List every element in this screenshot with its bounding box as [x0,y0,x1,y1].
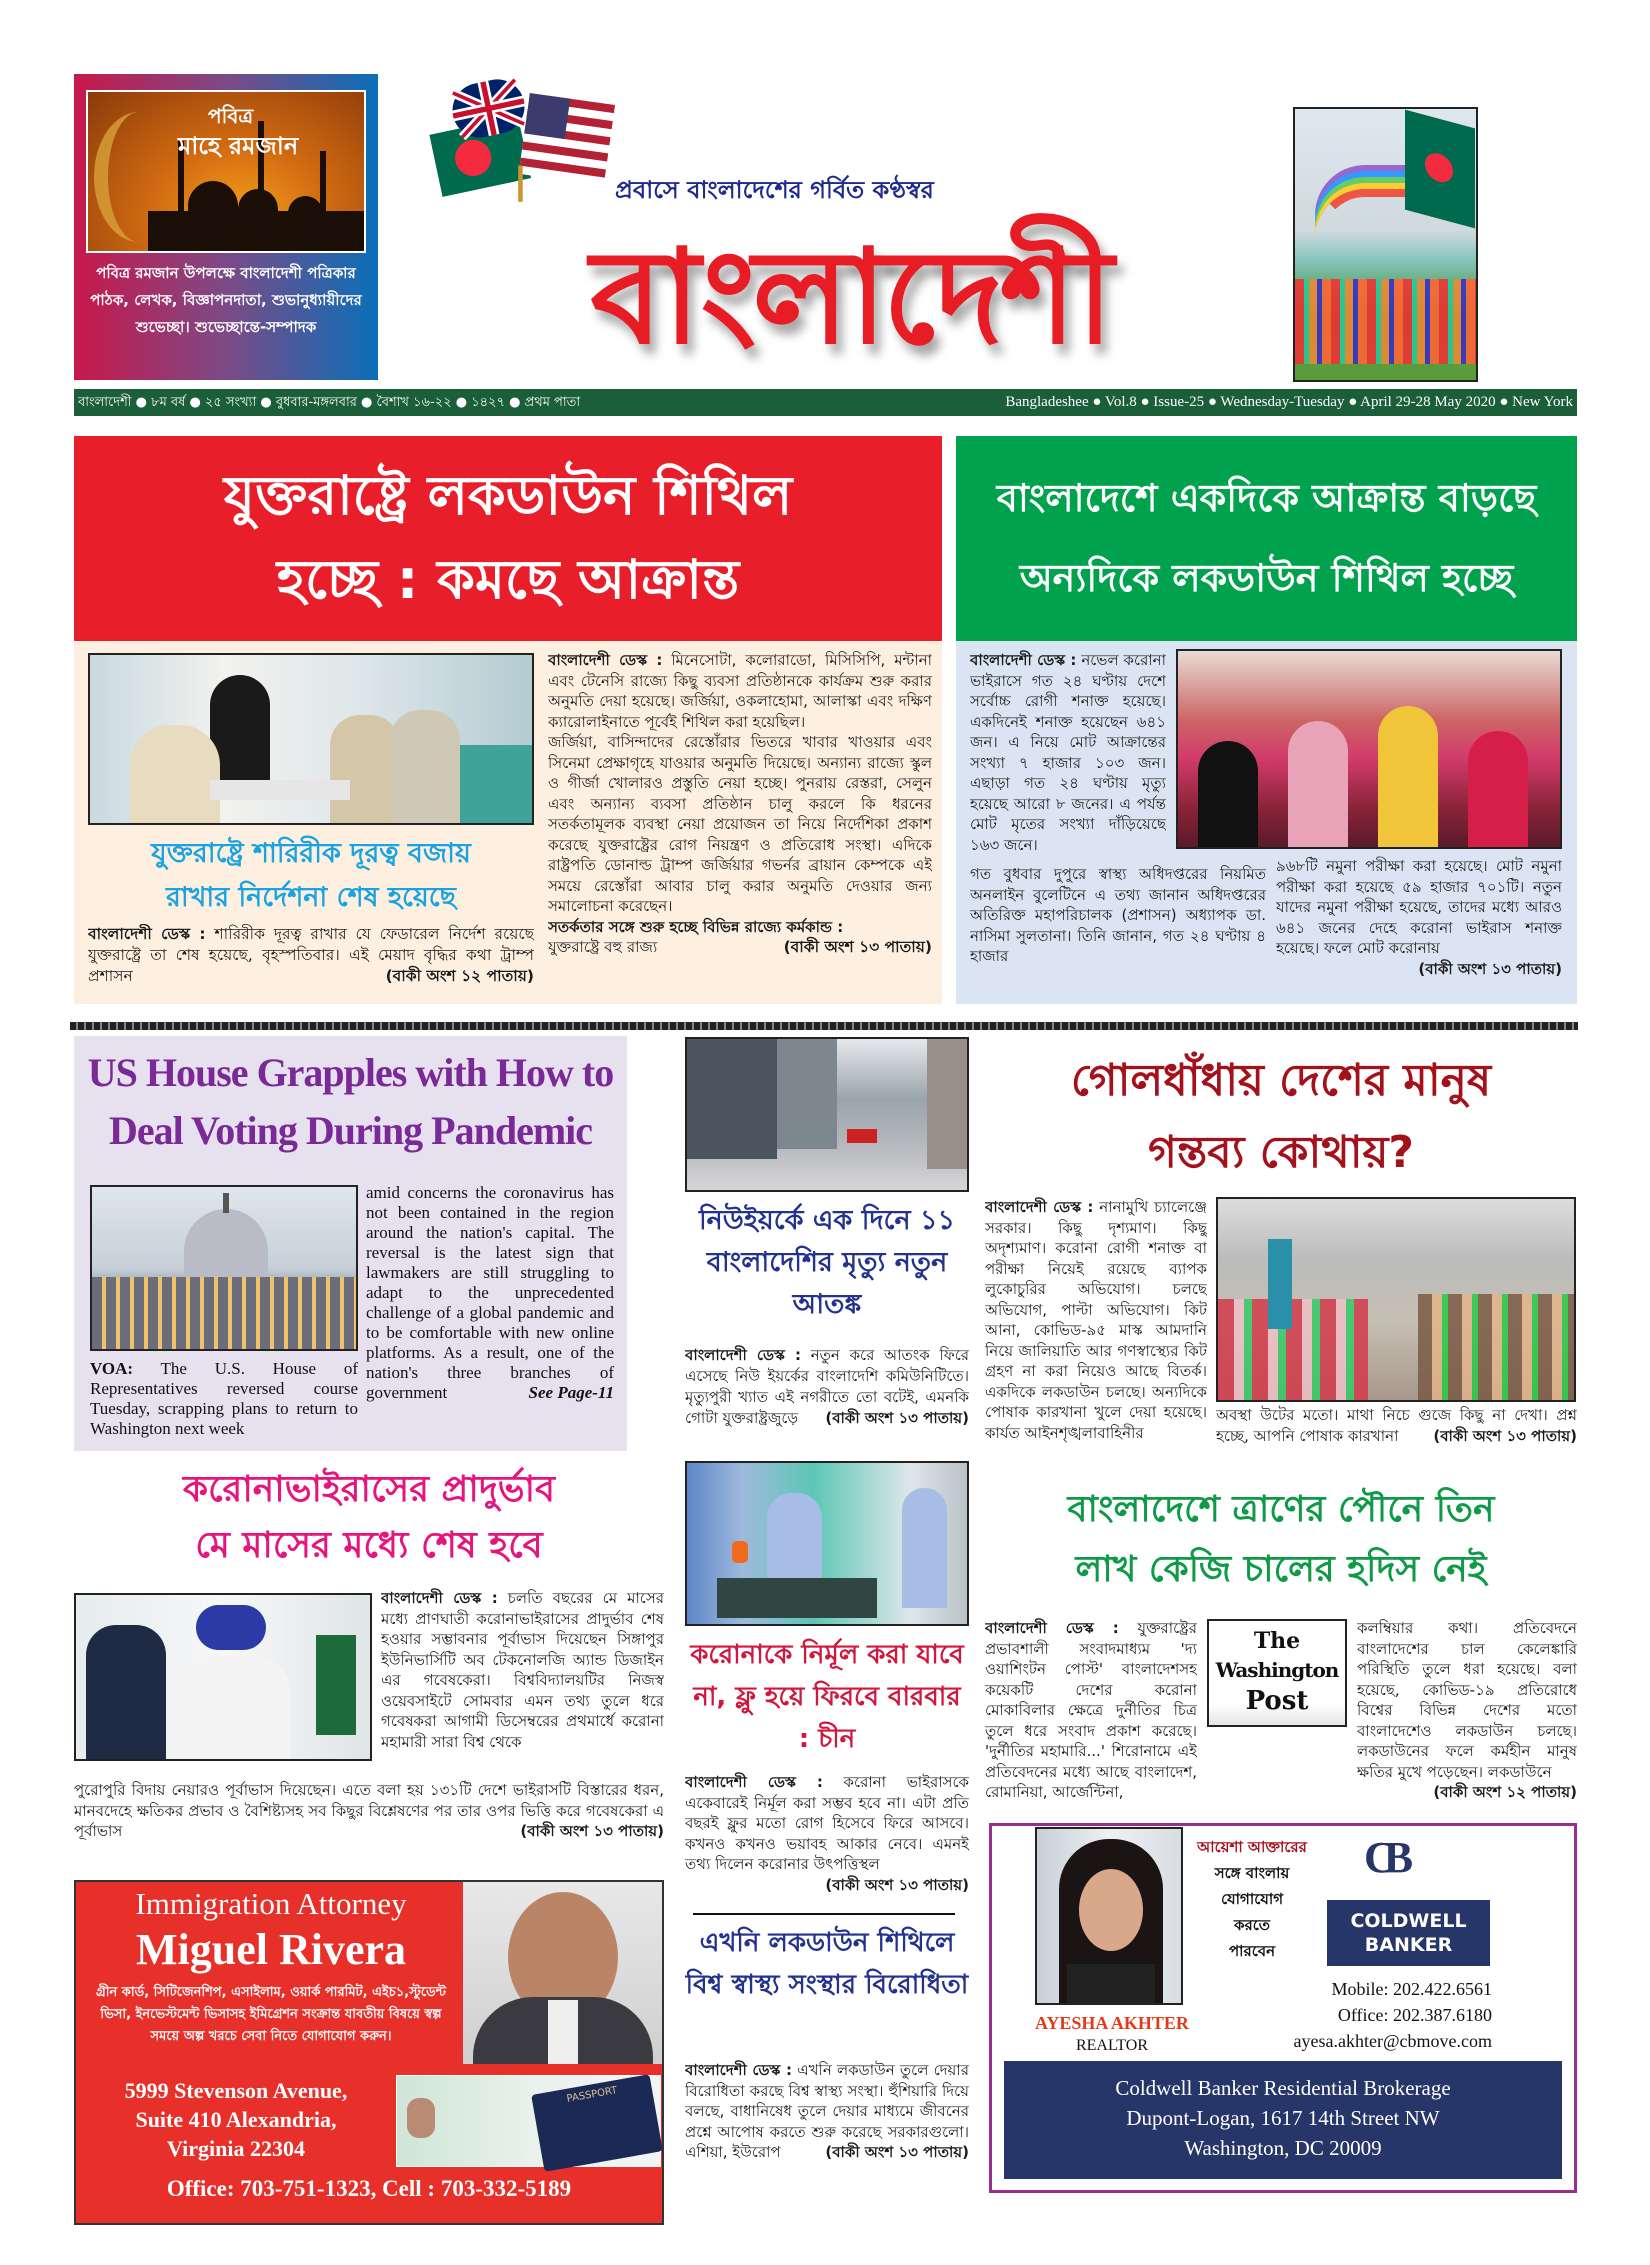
bd-lockdown-body-col2 [970,864,1266,1000]
article-text: মিনেসোটা, কলোরাডো, মিসিসিপি, মন্টানা এবং টেনেসি রাজ্যে কিছু ব্যবসা প্রতিষ্ঠানকে কার্যক্রম শুরু করার অনুমতি দেয়া হয়েছে। জর্জিয়া, ওকলাহোমা, আলাস্কা এবং দক্ষিণ ক্যারোলাইনাতে পূর্বেই শিথিল করা হয়েছিল। [548,651,932,731]
headline-line2: অন্যদিকে লকডাউন শিথিল হচ্ছে [1019,556,1514,600]
passport-label: PASSPORT [531,2074,663,2172]
headline-line2: মে মাসের মধ্যে শেষ হবে [195,1525,543,1566]
continued-link[interactable]: (বাকী অংশ ১৩ পাতায়) [825,2143,969,2161]
column-rule [693,1913,955,1915]
cb-monogram-icon: CB [1364,1833,1402,1882]
attorney-address [80,2076,392,2163]
address-line1: 5999 Stevenson Avenue, [124,2078,348,2103]
headline-line2: গন্তব্য কোথায়? [1148,1127,1414,1178]
article-text: করোনা ভাইরাসকে একেবারেই নির্মূল করা সম্ভব হবে না। এটা প্রতি বছরই ফ্লুর মতো রোগ হিসেবে ফিরে আসবে। কখনও কখনও ভয়াবহ আকার নেবে। এমনই তথ্য দিলেন করোনার উৎপত্তিস্থল [685,1773,969,1873]
capitol-photo [90,1185,358,1351]
nyc-body [685,1345,969,1451]
crossed-flags-icon [425,78,615,208]
ramadan-greeting-ad [74,74,378,380]
crowd-photo [1176,649,1562,849]
continued-link[interactable]: See Page-11 [528,1383,614,1402]
message-line2: সঙ্গে বাংলায় [1214,1864,1290,1882]
article-text: The U.S. House of Representatives reversed course Tuesday, scrapping plans to return to Washington next week [90,1359,358,1438]
headline-line2: হচ্ছে : কমছে আক্রান্ত [276,548,740,611]
continued-link[interactable]: (বাকী অংশ ১২ পাতায়) [1433,1783,1577,1801]
us-distancing-body [88,924,534,1000]
headline-line1: করোনাভাইরাসের প্রাদুর্ভাব [182,1469,556,1510]
article-text: ৯৬৮টি নমুনা পরীক্ষা করা হয়েছে। মোট নমুনা পরীক্ষা করা হয়েছে ৫৯ হাজার ৭০১টি। নতুন যাদের নমুনা পরীক্ষা হয়েছে, তাদের মধ্যে আরও ৬৪১ জনের দেহে করোনা ভাইরাস শনাক্ত হয়েছে। ফলে মোট করোনায় [1276,857,1562,957]
attorney-phones[interactable]: Office: 703-751-1323, Cell : 703-332-5189 [166,2176,572,2201]
confusion-headline[interactable] [985,1045,1577,1189]
continued-link[interactable]: (বাকী অংশ ১৩ পাতায়) [825,1875,969,1894]
who-headline[interactable]: এখনি লকডাউন শিথিলে বিশ্ব স্বাস্থ্য সংস্থার বিরোধিতা [685,1928,969,2000]
brand-line1: COLDWELL [1350,1910,1467,1932]
flag-parade-photo [1293,107,1478,382]
continued-link[interactable]: (বাকী অংশ ১৩ পাতায়) [1418,959,1562,978]
attorney-services: গ্রীন কার্ড, সিটিজেনশিপ, এসাইলাম, ওয়ার্ক পারমিট, এইচ১,স্টুডেন্ট ভিসা, ইনভেস্টমেন্ট ভিসাসহ ইমিগ্রেশন সংক্রান্ত যাবতীয় বিষয়ে স্বল্প সময়ে অল্প খরচে সেবা নিতে যোগাযোগ করুন। [96,1985,446,2044]
bd-lockdown-body-col3 [1276,856,1562,1000]
article-text: যুক্তরাষ্ট্রের প্রভাবশালী সংবাদমাধ্যম 'দ্য ওয়াশিংটন পোস্ট' বাংলাদেশসহ কয়েকটি দেশের করোনা মোকাবিলার ক্ষেত্রে দুর্নীতির চিত্র তুলে ধরে সংবাদ প্রকাশ করেছে। 'দুর্নীতির মহামারি...' শিরোনামে এই প্রতিবেদনের মধ্যে আছে বাংলাদেশ, রোমানিয়া, আর্জেন্টিনা, [985,1619,1197,1801]
date-strip-bengali: বাংলাদেশী ● ৮ম বর্ষ ● ২৫ সংখ্যা ● বুধবার-মঙ্গলবার ● বৈশাখ ১৬-২২ ● ১৪২৭ ● প্রথম পাতা [78,395,581,410]
byline: বাংলাদেশী ডেস্ক : [88,925,206,943]
realtor-name: AYESHA AKHTER [1035,2013,1189,2033]
byline: বাংলাদেশী ডেস্ক : [548,651,663,669]
realtor-contact [1222,1976,1492,2054]
continued-link[interactable]: (বাকী অংশ ১৩ পাতায়) [520,1822,664,1840]
ramadan-title-line2: মাহে রমজান [178,132,299,160]
realtor-ad[interactable] [989,1823,1577,2193]
us-lockdown-body [548,650,932,1000]
hospital-ward-photo [685,1461,969,1626]
byline: বাংলাদেশী ডেস্ক : [970,651,1077,669]
who-body [685,2060,969,2210]
relief-rice-headline[interactable] [985,1480,1577,1600]
article-text: এখনি লকডাউন তুলে দেয়ার বিরোধিতা করছে বিশ্ব স্বাস্থ্য সংস্থা। হুঁশিয়ারি দিয়ে বলছে, বাধানিষেধ তুলে দেয়ার মাধ্যমে জীবনের প্রশ্নে আপোষ করতে শুরু করেছে সরকারগুলো। এশিয়া, ইউরোপ [685,2061,969,2161]
article-text: কলম্বিয়ার কথা। প্রতিবেদনে বাংলাদেশের চাল কেলেঙ্কারি পরিস্থিতি তুলে ধরা হয়েছে। বলা হয়েছে, কোভিড-১৯ প্রতিরোধে বিশ্বের বিভিন্ন দেশের মতো বাংলাদেশেও লকডাউন চলছে। লকডাউনের ফলে কর্মহীন মানুষ ক্ষতির মুখে পড়েছেন। লকডাউনে [1357,1619,1577,1781]
article-text: যুক্তরাষ্ট্রে বহু রাজ্য [548,938,658,956]
bd-lockdown-body-col1 [970,650,1166,862]
headline-line2: রাখার নির্দেশনা শেষ হয়েছে [165,882,457,913]
story-us-lockdown [74,436,942,1004]
headline-line1: বাংলাদেশে ত্রাণের পৌনে তিন [1067,1489,1495,1530]
realtor-photo [1035,1827,1183,2005]
article-text: নানামুখি চ্যালেঞ্জে সরকার। কিছু দৃশ্যমাণ। কিছু অদৃশ্যমাণ। করোনা রোগী শনাক্ত বা পরীক্ষা নিয়েই রয়েছে ব্যাপক লুকোচুরির অভিযোগ। চলছে অভিযোগ, পাল্টা অভিযোগ। কিট আনা, কোভিড-৯৫ মাস্ক আমদানি নিয়ে জালিয়াতি আর গণস্বাস্থ্যের কিট গ্রহণ না করা নিয়েও আছে বিতর্ক। একদিকে লকডাউন চলছে। অন্যদিকে পোষাক কারখানা খুলে দেয়া হয়েছে। কার্যত আইনশৃঙ্খলাবাহিনীর [985,1198,1207,1442]
article-text: নভেল করোনা ভাইরাসে গত ২৪ ঘণ্টায় দেশে সর্বোচ্চ রোগী শনাক্ত হয়েছে। একদিনেই শনাক্ত হয়েছেন ৬৪১ জন। এ নিয়ে মোট আক্রান্তের সংখ্যা ৭ হাজার ১০৩ জন। এছাড়া গত ২৪ ঘণ্টায় মৃত্যু হয়েছে আরো ৮ জনের। এ পর্যন্ত মোট মৃতের সংখ্যা দাঁড়িয়েছে ১৬৩ জনে। [970,651,1166,854]
address-line3: Virginia 22304 [167,2136,305,2161]
ramadan-mosque-image [86,90,366,253]
lab-photo [74,1593,372,1761]
article-text: জর্জিয়া, বাসিন্দাদের রেস্তোঁরার ভিতরে খাবার খাওয়ার এবং সিনেমা প্রেক্ষাগৃহে যাওয়ার অনুমতি দিয়েছে। অন্যান্য রাজ্যে স্কুল ও গীর্জা খোলারও প্রস্তুতি নেয়া হচ্ছে। পুনরায় রেস্তরা, সেলুন এবং অন্যান্য ব্যবসা প্রতিষ্ঠান চালু করলে কি ধরনের সতর্কতামূলক ব্যবস্থা নেয়া প্রয়োজন তা নিয়ে নির্দেশিকা প্রকাশ করেছে যুক্তরাষ্ট্রের রোগ নিয়ন্ত্রণ ও প্রতিরোধ সংস্থা। এদিকে রাষ্ট্রপতি ডোনাল্ড ট্রাম্প জর্জিয়ার গভর্নর ব্রায়ান কেম্পকে এই সময়ে রেস্তোঁরা আবার চালু করার অনুমতি দেওয়ার জন্য সমালোচনা করেছেন। [548,733,932,915]
byline: বাংলাদেশী ডেস্ক : [985,1198,1094,1216]
bd-lockdown-headline[interactable] [956,436,1577,641]
headline-line1: যুক্তরাষ্ট্রে শারিরীক দূরত্ব বজায় [151,838,471,869]
address-line2: Suite 410 Alexandria, [135,2107,337,2132]
article-text: নতুন করে আতংক ফিরে এসেছে নিউ ইয়র্কের বাংলাদেশি কমিউনিটিতে। মৃত্যুপুরী খ্যাত এই নগরীতে তো বটেই, এমনকি গোটা যুক্তরাষ্ট্রজুড়ে [685,1346,969,1427]
address-line2: Dupont-Logan, 1617 14th Street NW [1126,2106,1440,2130]
outbreak-end-body-col2 [74,1780,664,1870]
story-bd-lockdown [956,436,1577,1004]
address-line1: Coldwell Banker Residential Brokerage [1115,2076,1451,2100]
story-voa [74,1036,627,1451]
passport-photo [396,2075,661,2167]
continued-link[interactable]: (বাকী অংশ ১৩ পাতায়) [783,938,932,956]
realtor-title: REALTOR [1075,2037,1148,2054]
message-line3: যোগাযোগ [1220,1890,1284,1908]
us-lockdown-headline[interactable] [74,436,942,641]
outbreak-end-headline[interactable] [74,1462,664,1574]
article-text: শারিরীক দূরত্ব রাখার যে ফেডারেল নির্দেশ রয়েছে যুক্তরাষ্ট্রে তা শেষ হয়েছে, বৃহস্পতিবার। এই মেয়াদ বৃদ্ধির কথা ট্রাম্প প্রশাসন [88,925,534,985]
attorney-photo [463,1882,663,2064]
realtor-email[interactable]: ayesa.akhter@cbmove.com [1293,2031,1492,2051]
logo-line1: The [1253,1628,1301,1654]
confusion-body-col2 [1216,1405,1577,1467]
brokerage-address [1004,2061,1562,2179]
china-flu-body [685,1772,969,1908]
attorney-name: Miguel Rivera [135,1925,407,1974]
message-line5: পারবেন [1228,1942,1276,1960]
coldwell-banker-logo [1327,1900,1490,1966]
newspaper-logo: বাংলাদেশী [590,221,1110,373]
article-text: চলতি বছরের মে মাসের মধ্যে প্রাণঘাতী করোনাভাইরাসের প্রাদুর্ভাব শেষ হওয়ার সম্ভাবনার পূর্বাভাস দিয়েছেন সিঙ্গাপুর ইউনিভার্সিটি অব টেকনোলজি অ্যান্ড ডিজাইন এর গবেষকেরা। বিশ্ববিদ্যালয়টির নিজস্ব ওয়েবসাইটে সোমবার এমন তথ্য তুলে ধরে গবেষকরা আগামী ডিসেম্বরের প্রথমার্ধে করোনা মহামারী সারা বিশ্ব থেকে [381,1589,664,1751]
logo-line2: Washington [1215,1658,1339,1682]
ramadan-message: পবিত্র রমজান উপলক্ষে বাংলাদেশী পত্রিকার পাঠক, লেখক, বিজ্ঞাপনদাতা, শুভানুধ্যায়ীদের শুভেচ্ছা। শুভেচ্ছান্তে-সম্পাদক [90,264,362,336]
headline-line1: যুক্তরাষ্ট্রে লকডাউন শিথিল [223,464,793,527]
logo-line3: Post [1245,1686,1309,1716]
masthead-tagline: প্রবাসে বাংলাদেশের গর্বিত কণ্ঠস্বর [615,176,934,204]
continued-link[interactable]: (বাকী অংশ ১৩ পাতায়) [825,1409,969,1427]
message-line4: করতে [1233,1916,1271,1934]
headline-line2: লাখ কেজি চালের হদিস নেই [1075,1549,1487,1590]
article-text: অবস্থা উটের মতো। মাথা নিচে গুজে কিছু না দেখা। প্রশ্ন হচ্ছে, আপনি পোষাক কারখানা [1216,1406,1577,1445]
realtor-mobile[interactable]: Mobile: 202.422.6561 [1331,1979,1492,1999]
nyc-headline[interactable]: নিউইয়র্কে এক দিনে ১১ বাংলাদেশির মৃত্যু নতুন আতঙ্ক [698,1205,956,1320]
article-text: গত বুধবার দুপুরে স্বাস্থ্য অধিদপ্তরের নিয়মিত অনলাইন বুলেটিনে এ তথ্য জানান অধিদপ্তরের অতিরিক্ত মহাপরিচালক (প্রশাসন) অধ্যাপক ডা. নাসিমা সুলতানা। তিনি জানান, গত ২৪ ঘণ্টায় ৪ হাজার [970,865,1266,965]
realtor-bengali-message [1187,1834,1317,1964]
article-text: amid concerns the coronavirus has not been contained in the region around the nation's capital. The reversal is the latest sign that lawmakers are still struggling to adapt to the unprecedented challenge of a global pandemic and to be comfortable with new online platforms. As a result, one of the nation's three branches of government [366,1183,614,1402]
headline-line1: গোলধাঁধায় দেশের মানুষ [1070,1055,1492,1106]
byline: বাংলাদেশী ডেস্ক : [985,1619,1119,1637]
brand-line2: BANKER [1364,1934,1453,1956]
attorney-ad-title: Immigration Attorney [135,1886,407,1921]
ramadan-crescent [94,112,184,242]
headline-line1: বাংলাদেশে একদিকে আক্রান্ত বাড়ছে [996,476,1537,520]
outbreak-end-body-col1 [381,1588,664,1776]
message-line1: আয়েশা আক্তারের [1197,1838,1307,1856]
attorney-ad[interactable] [74,1880,664,2225]
china-flu-headline[interactable]: করোনাকে নির্মূল করা যাবে না, ফ্লু হয়ে ফিরবে বারবার : চীন [690,1640,964,1754]
ramadan-title-line1: পবিত্র [208,104,254,128]
us-distancing-headline[interactable] [88,832,534,920]
section-divider [70,1022,1578,1030]
address-line3: Washington, DC 20009 [1184,2136,1382,2160]
restaurant-photo [88,653,534,825]
continued-link[interactable]: (বাকী অংশ ১৩ পাতায়) [1433,1426,1577,1445]
article-subhead: সতর্কতার সঙ্গে শুরু হচ্ছে বিভিন্ন রাজ্যে কর্মকান্ড : [548,917,844,936]
article-text: পুরোপুরি বিদায় নেয়ারও পূর্বাভাস দিয়েছেন। এতে বলা হয় ১৩১টি দেশে ভাইরাসটি বিস্তারের ধরন, মানবদেহে ক্ষতিকর প্রভাব ও বৈশিষ্ট্যসহ সব কিছুর বিশ্লেষণের পর তার ওপর ভিত্তি করে গবেষকেরা এ পূর্বাভাস [74,1781,664,1840]
relief-rice-body-col2 [1357,1618,1577,1814]
date-strip [74,389,1577,416]
bangladesh-flag-icon [1405,110,1475,229]
voa-body-left [90,1359,358,1439]
continued-link[interactable]: (বাকী অংশ ১২ পাতায়) [385,967,534,985]
byline: বাংলাদেশী ডেস্ক : [381,1589,498,1607]
byline: VOA: [90,1359,134,1378]
byline: বাংলাদেশী ডেস্ক : [685,1346,801,1364]
byline: বাংলাদেশী ডেস্ক : [685,1773,823,1791]
byline: বাংলাদেশী ডেস্ক : [685,2061,793,2079]
washington-post-logo [1207,1619,1347,1727]
voa-headline[interactable]: US House Grapples with How to Deal Voting During Pandemic [87,1050,614,1153]
voa-body-right [366,1183,614,1403]
relief-rice-body-col1 [985,1618,1197,1814]
queue-photo [1216,1197,1576,1402]
nyc-street-photo [685,1037,969,1192]
date-strip-english: Bangladeshee ● Vol.8 ● Issue-25 ● Wednesday-Tuesday ● April 29-28 May 2020 ● New York [1005,394,1573,410]
realtor-office[interactable]: Office: 202.387.6180 [1337,2005,1492,2025]
confusion-body-col1 [985,1197,1207,1461]
